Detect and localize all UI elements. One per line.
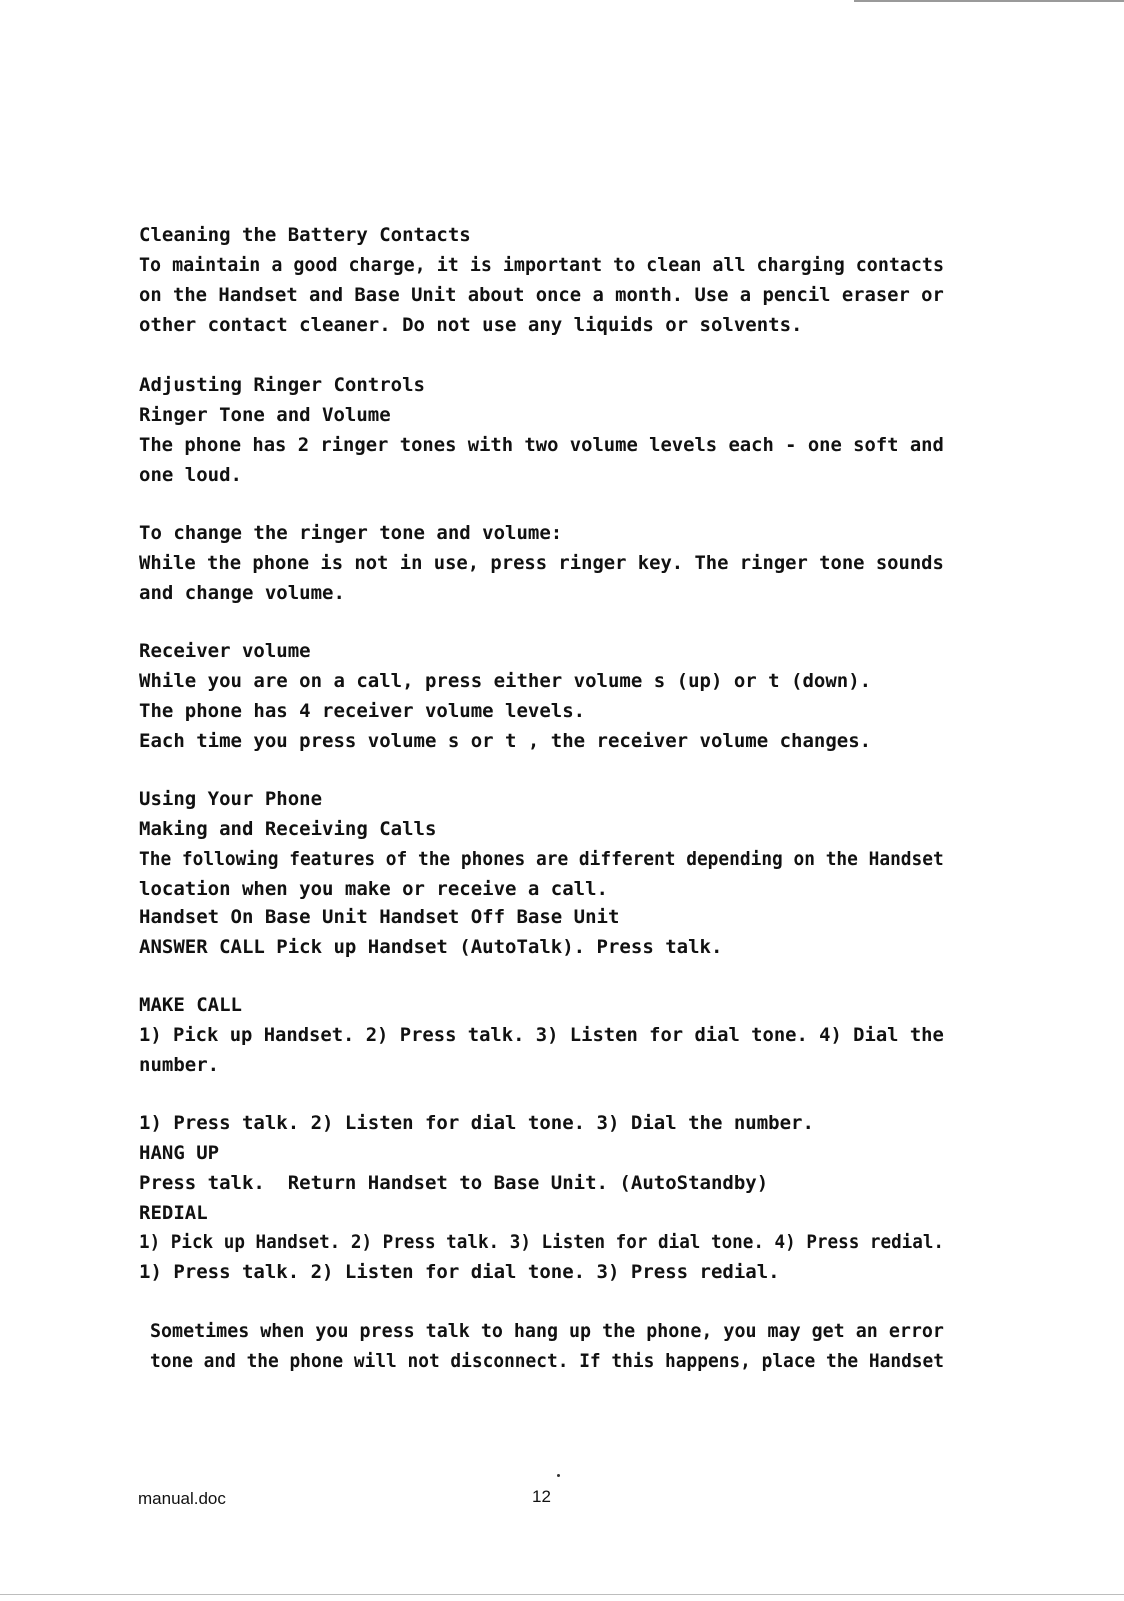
make-call-heading: MAKE CALL: [139, 994, 242, 1016]
paragraph-line: Each time you press volume s or t , the receiver volume changes.: [139, 730, 872, 752]
paragraph-line: tone and the phone will not disconnect. If this happens, place the Handset: [150, 1350, 945, 1372]
paragraph-line: While the phone is not in use, press ringer key. The ringer tone sounds: [139, 552, 944, 574]
paragraph-line: The phone has 2 ringer tones with two volume levels each - one soft and: [139, 434, 944, 456]
paragraph-line: and change volume.: [139, 582, 345, 604]
top-edge-rule: [854, 0, 1124, 2]
table-header-line: Handset On Base Unit Handset Off Base Unit: [139, 906, 620, 928]
paragraph-line: 1) Press talk. 2) Listen for dial tone. 3) Press redial.: [139, 1261, 780, 1283]
paragraph-line: 1) Pick up Handset. 2) Press talk. 3) Listen for dial tone. 4) Press redial.: [139, 1231, 945, 1253]
heading-cleaning-battery-contacts: Cleaning the Battery Contacts: [139, 224, 471, 246]
heading-using-your-phone: Using Your Phone: [139, 788, 323, 810]
subheading-ringer-tone-volume: Ringer Tone and Volume: [139, 404, 391, 426]
paragraph-line: other contact cleaner. Do not use any liquids or solvents.: [139, 314, 803, 336]
bottom-edge-rule: [0, 1594, 1124, 1595]
paragraph-line: The phone has 4 receiver volume levels.: [139, 700, 586, 722]
paragraph-line: Press talk. Return Handset to Base Unit. (AutoStandby): [139, 1172, 769, 1194]
paragraph-line: location when you make or receive a call.: [139, 878, 608, 900]
paragraph-line: While you are on a call, press either volume s (up) or t (down).: [139, 670, 872, 692]
paragraph-line: 1) Press talk. 2) Listen for dial tone. 3) Dial the number.: [139, 1112, 814, 1134]
paragraph-line: Sometimes when you press talk to hang up the phone, you may get an error: [150, 1320, 944, 1342]
subheading-making-receiving-calls: Making and Receiving Calls: [139, 818, 437, 840]
subheading-receiver-volume: Receiver volume: [139, 640, 311, 662]
subheading-change-ringer: To change the ringer tone and volume:: [139, 522, 563, 544]
paragraph-line: on the Handset and Base Unit about once a month. Use a pencil eraser or: [139, 284, 944, 306]
redial-heading: REDIAL: [139, 1202, 208, 1224]
paragraph-line: one loud.: [139, 464, 242, 486]
scan-speck: [557, 1474, 560, 1477]
paragraph-line: 1) Pick up Handset. 2) Press talk. 3) Listen for dial tone. 4) Dial the: [139, 1024, 944, 1046]
heading-adjusting-ringer-controls: Adjusting Ringer Controls: [139, 374, 425, 396]
paragraph-line: number.: [139, 1054, 220, 1076]
paragraph-line: To maintain a good charge, it is important to clean all charging contacts: [139, 254, 944, 276]
footer-page-number: 12: [532, 1487, 551, 1506]
footer-filename: manual.doc: [138, 1489, 226, 1508]
answer-call-line: ANSWER CALL Pick up Handset (AutoTalk). Press talk.: [139, 936, 723, 958]
hang-up-heading: HANG UP: [139, 1142, 220, 1164]
paragraph-line: The following features of the phones are different depending on the Handset: [139, 848, 944, 870]
